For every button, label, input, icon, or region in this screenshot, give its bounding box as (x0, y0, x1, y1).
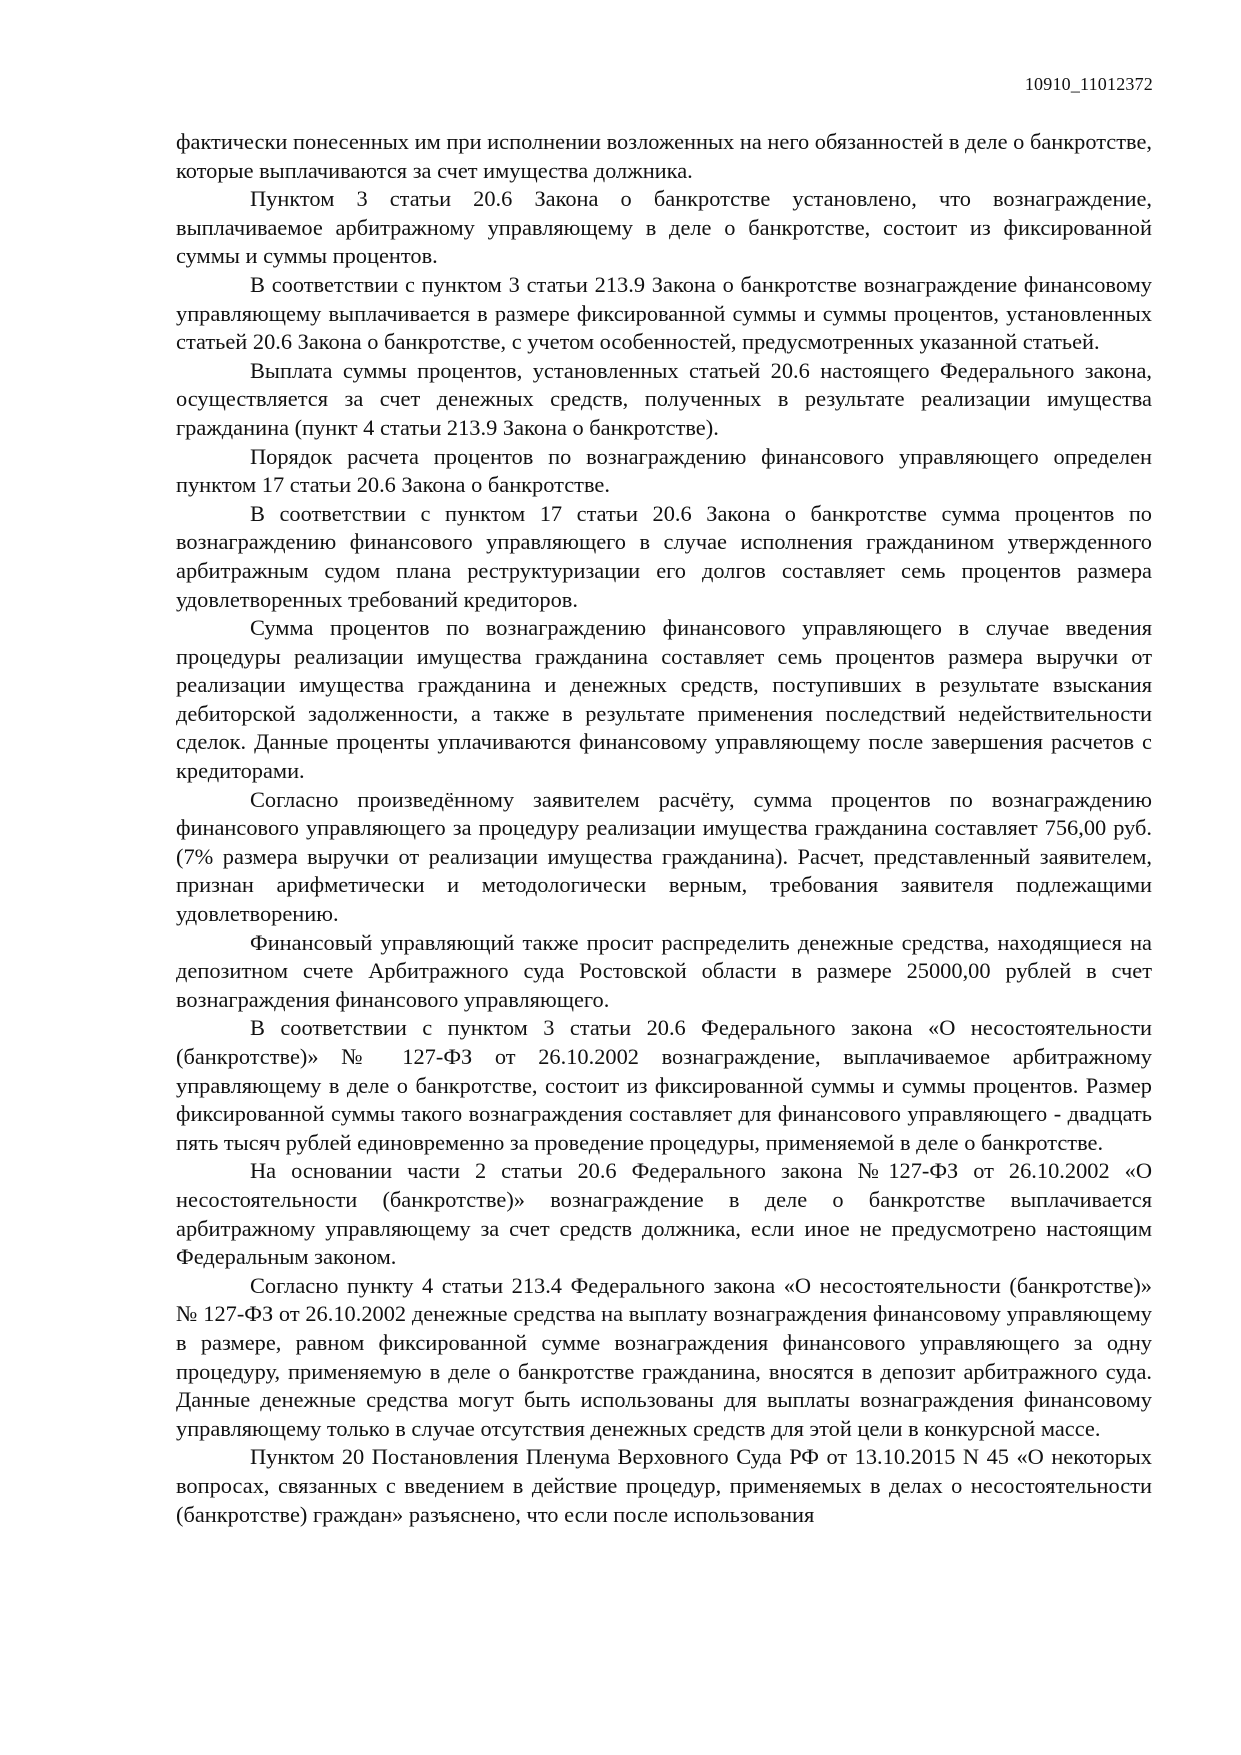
paragraph-5: Порядок расчета процентов по вознаграждению финансового управляющего определен пунктом 17 статьи 20.6 Закона о банкротстве. (176, 443, 1152, 498)
document-body (176, 128, 1152, 1529)
paragraph-1: фактически понесенных им при исполнении возложенных на него обязанностей в деле о банкротстве, которые выплачиваются за счет имущества должника. (176, 129, 1152, 183)
paragraph-10: В соответствии с пунктом 3 статьи 20.6 Федерального закона «О несостоятельности (банкротстве)» № 127-ФЗ от 26.10.2002 вознаграждение, выплачиваемое арбитражному управляющему в деле о банкротстве, состоит из фиксированной суммы и суммы процентов. Размер фиксированной суммы такого вознаграждения составляет для финансового управляющего - двадцать пять тысяч рублей единовременно за проведение процедуры, применяемой в деле о банкротстве. (176, 1015, 1152, 1155)
paragraph-2: Пунктом 3 статьи 20.6 Закона о банкротстве установлено, что вознаграждение, выплачиваемое арбитражному управляющему в деле о банкротстве, состоит из фиксированной суммы и суммы процентов. (176, 186, 1152, 269)
paragraph-13: Пунктом 20 Постановления Пленума Верховного Суда РФ от 13.10.2015 N 45 «О некоторых вопросах, связанных с введением в действие процедур, применяемых в делах о несостоятельности (банкротстве) граждан» разъяснено, что если после использования (176, 1444, 1152, 1527)
paragraph-7: Сумма процентов по вознаграждению финансового управляющего в случае введения процедуры реализации имущества гражданина составляет семь процентов размера выручки от реализации имущества гражданина и денежных средств, поступивших в результате взыскания дебиторской задолженности, а также в результате применения последствий недействительности сделок. Данные проценты уплачиваются финансовому управляющему после завершения расчетов с кредиторами. (176, 615, 1152, 784)
paragraph-4: Выплата суммы процентов, установленных статьей 20.6 настоящего Федерального закона, осуществляется за счет денежных средств, полученных в результате реализации имущества гражданина (пункт 4 статьи 213.9 Закона о банкротстве). (176, 357, 1152, 440)
paragraph-3: В соответствии с пунктом 3 статьи 213.9 Закона о банкротстве вознаграждение финансовому управляющему выплачивается в размере фиксированной суммы и суммы процентов, установленных статьей 20.6 Закона о банкротстве, с учетом особенностей, предусмотренных указанной статьей. (176, 271, 1152, 355)
document-id: 10910_11012372 (1024, 74, 1153, 94)
paragraph-8: Согласно произведённому заявителем расчёту, сумма процентов по вознаграждению финансового управляющего за процедуру реализации имущества гражданина составляет 756,00 руб. (7% размера выручки от реализации имущества гражданина). Расчет, представленный заявителем, признан арифметически и методологически верным, требования заявителя подлежащими удовлетворению. (176, 786, 1152, 927)
paragraph-11: На основании части 2 статьи 20.6 Федерального закона №127-ФЗ от 26.10.2002 «О несостоятельности (банкротстве)» вознаграждение в деле о банкротстве выплачивается арбитражному управляющему за счет средств должника, если иное не предусмотрено настоящим Федеральным законом. (176, 1158, 1152, 1270)
paragraph-6: В соответствии с пунктом 17 статьи 20.6 Закона о банкротстве сумма процентов по вознаграждению финансового управляющего в случае исполнения гражданином утвержденного арбитражным судом плана реструктуризации его долгов составляет семь процентов размера удовлетворенных требований кредиторов. (176, 500, 1152, 612)
paragraph-9: Финансовый управляющий также просит распределить денежные средства, находящиеся на депозитном счете Арбитражного суда Ростовской области в размере 25000,00 рублей в счет вознаграждения финансового управляющего. (176, 929, 1152, 1012)
paragraph-12: Согласно пункту 4 статьи 213.4 Федерального закона «О несостоятельности (банкротстве)» № 127-ФЗ от 26.10.2002 денежные средства на выплату вознаграждения финансовому управляющему в размере, равном фиксированной сумме вознаграждения финансового управляющего за одну процедуру, применяемую в деле о банкротстве гражданина, вносятся в депозит арбитражного суда. Данные денежные средства могут быть использованы для выплаты вознаграждения финансовому управляющему только в случае отсутствия денежных средств для этой цели в конкурсной массе. (176, 1272, 1152, 1441)
